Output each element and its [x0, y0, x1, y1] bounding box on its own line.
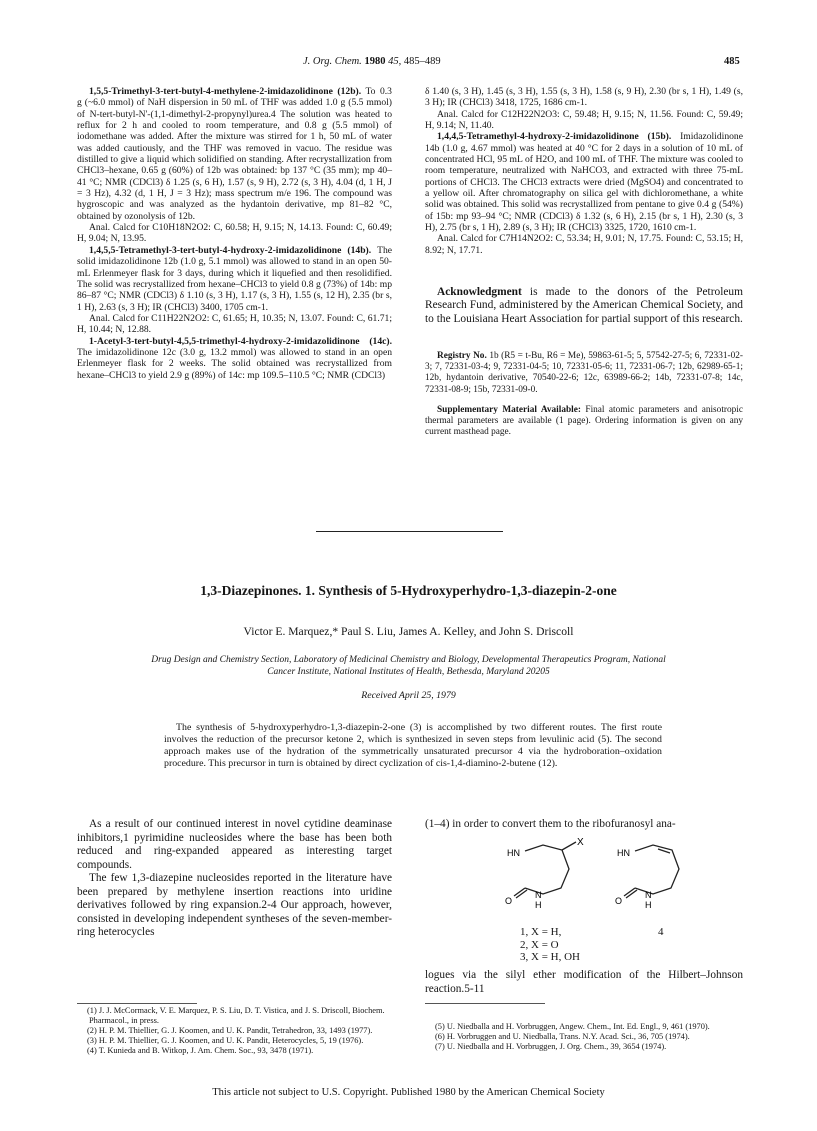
struct4-h-label: H	[645, 900, 652, 910]
footnote-7: (7) U. Niedballa and H. Vorbruggen, J. Org. Chem., 39, 3654 (1974).	[435, 1042, 667, 1052]
footnote-3: (3) H. P. M. Thiellier, G. J. Koomen, and U. K. Pandit, Heterocycles, 5, 19 (1976).	[87, 1036, 364, 1046]
registry-text: 1b (R5 = t-Bu, R6 = Me), 59863-61-5; 5, 57542-27-5; 6, 72331-02-3; 7, 72331-03-4; 9, 72331-04-5; 10, 72331-05-6; 11, 72331-06-7; 12b, 62989-65-1; 12b, hydantoin derivative, 70540-22-6; 12c, 63989-66-2; 14b, 72331-07-8; 14c, 72331-08-9; 15b, 72331-09-0.	[425, 351, 743, 395]
left-column	[77, 86, 392, 381]
footnote-6: (6) H. Vorbruggen and U. Niedballa, Trans. N.Y. Acad. Sci., 36, 705 (1974).	[435, 1032, 690, 1042]
struct4-n-label: N	[645, 890, 652, 900]
journal-volume: 45,	[388, 56, 402, 67]
compound-12b-analysis: Anal. Calcd for C10H18N2O2: C, 60.58; H, 9.15; N, 14.13. Found: C, 60.49; H, 9.04; N, 13.95.	[77, 222, 392, 245]
struct1-o-label: O	[505, 896, 513, 906]
structure-label-2: 2, X = O	[520, 938, 559, 951]
supplementary-material	[425, 405, 743, 439]
acknowledgment	[425, 286, 743, 326]
struct1-h-label: H	[535, 900, 542, 910]
compound-14b-name: 1,4,5,5-Tetramethyl-3-tert-butyl-4-hydroxy-2-imidazolidinone (14b).	[89, 244, 372, 256]
compound-15b-paragraph	[425, 131, 743, 233]
page-number: 485	[724, 56, 740, 67]
compound-12b-text: To 0.3 g (~6.0 mmol) of NaH dispersion in 50 mL of THF was added 1.0 g (5.5 mmol) of N-tert-butyl-N'-(1,1-dimethyl-2-propynyl)urea.4 The solution was heated to reflux for 2 h and cooled to room temperature, and 0.8 g (5.5 mmol) of iodomethane was added. After the mixture was stirred for 1 h, 50 mL of water was added cautiously, and the THF was removed in vacuo. The residue was distilled to give a liquid which solidified on standing. After recrystallization from CHCl3–hexane, 0.65 g (60%) of 12b was obtained: bp 137 °C (35 mm); mp 40–41 °C; NMR (CDCl3) δ 1.25 (s, 6 H), 1.57 (s, 9 H), 2.72 (s, 3 H), 4.04 (d, 1 H, J = 3 Hz), 4.32 (d, 1 H, J = 3 Hz); mass spectrum m/e 196. The compound was hygroscopic and was analyzed as the hydantoin derivative, mp 81–82 °C, obtained by ozonolysis of 12b.	[77, 86, 392, 222]
structure-1-3	[514, 842, 576, 898]
supplementary-text: Final atomic parameters and anisotropic thermal parameters are available (1 page). Ordering information is given on any current masthead page.	[425, 404, 743, 438]
compound-12b-paragraph	[77, 86, 392, 222]
footnotes-left	[77, 1006, 392, 1056]
struct4-o-label: O	[615, 896, 623, 906]
registry-numbers	[425, 351, 743, 396]
copyright-footer: This article not subject to U.S. Copyright. Published 1980 by the American Chemical Society	[212, 1087, 605, 1098]
right-column	[425, 86, 743, 256]
running-header	[303, 56, 563, 67]
struct1-x-label: X	[577, 837, 584, 848]
intro-paragraph-2: The few 1,3-diazepine nucleosides reported in the literature have been prepared by methylene insertion reactions into uridine derivatives followed by ring expansion.2-4 Our approach, however, consisted in developing independent syntheses of the seven-member-ring heterocycles	[77, 872, 392, 939]
body-right-bottom	[425, 969, 743, 996]
body-right-top	[425, 818, 743, 832]
structure-4	[624, 845, 679, 898]
footnotes-right	[425, 1022, 743, 1052]
compound-14b-paragraph	[77, 245, 392, 313]
compound-15b-text: Imidazolidinone 14b (1.0 g, 4.67 mmol) was heated at 40 °C for 2 days in a solution of 10 mL of concentrated HCl, 95 mL of H2O, and 100 mL of THF. The mixture was cooled to room temperature, neutralized with NaHCO3, and extracted with three 75-mL portions of CHCl3. The CHCl3 extracts were dried (MgSO4) and concentrated to a yellow oil. After chromatography on silica gel with dichloromethane, a white solid was obtained. This solid was recrystallized from pentane to give 0.4 g (54%) of 15b: mp 93–94 °C; NMR (CDCl3) δ 1.32 (s, 6 H), 2.15 (br s, 1 H), 2.30 (s, 3 H), 2.75 (br s, 1 H), 2.89 (s, 3 H); IR (CHCl3) 3325, 1720, 1610 cm-1.	[425, 131, 743, 234]
journal-year: 1980	[364, 56, 386, 67]
body-right-paragraph-2: logues via the silyl ether modification of the Hilbert–Johnson reaction.5-11	[425, 969, 743, 995]
footnote-2: (2) H. P. M. Thiellier, G. J. Koomen, and U. K. Pandit, Tetrahedron, 33, 1493 (1977).	[87, 1026, 373, 1036]
footnote-rule-right	[425, 1003, 545, 1004]
footnote-4: (4) T. Kunieda and B. Witkop, J. Am. Chem. Soc., 93, 3478 (1971).	[87, 1046, 314, 1056]
compound-12b-name: 1,5,5-Trimethyl-3-tert-butyl-4-methylene-2-imidazolidinone (12b).	[89, 86, 362, 97]
structure-label-4: 4	[658, 926, 664, 938]
diazepinone-structures	[505, 836, 720, 928]
struct4-hn-label: HN	[617, 848, 630, 858]
article-affiliation: Drug Design and Chemistry Section, Laboratory of Medicinal Chemistry and Biology, Developmental Therapeutics Program, National Cancer Institute, National Institutes of Health, Bethesda, Maryland 20205	[151, 655, 666, 677]
structure-label-1: 1, X = H,	[520, 926, 562, 938]
acknowledgment-heading: Acknowledgment	[437, 286, 522, 298]
footnote-rule-left	[77, 1003, 197, 1004]
compound-14c-text: The imidazolidinone 12c (3.0 g, 13.2 mmol) was allowed to stand in an open Erlenmeyer flask for 2 weeks. The solid obtained was recrystallized from hexane–CHCl3 to yield 2.9 g (89%) of 14c: mp 109.5–110.5 °C; NMR (CDCl3)	[77, 346, 392, 381]
received-date: Received April 25, 1979	[361, 690, 456, 701]
section-divider	[316, 531, 503, 532]
registry-and-supplementary	[425, 351, 743, 438]
structure-label-3: 3, X = H, OH	[520, 951, 580, 963]
compound-14c-name: 1-Acetyl-3-tert-butyl-4,5,5-trimethyl-4-hydroxy-2-imidazolidinone (14c).	[89, 335, 392, 347]
struct1-hn-label: HN	[507, 848, 520, 858]
structure-labels	[520, 926, 580, 964]
article-title: 1,3-Diazepinones. 1. Synthesis of 5-Hydroxyperhydro-1,3-diazepin-2-one	[200, 583, 617, 598]
intro-paragraph-1: As a result of our continued interest in novel cytidine deaminase inhibitors,1 pyrimidine nucleosides where the base has been both reduced and ring-expanded appeared as interesting target compounds.	[77, 818, 392, 871]
supplementary-heading: Supplementary Material Available:	[437, 404, 581, 415]
body-right-paragraph-1: (1–4) in order to convert them to the ribofuranosyl ana-	[425, 818, 676, 830]
compound-14c-analysis: Anal. Calcd for C12H22N2O3: C, 59.48; H, 9.15; N, 11.56. Found: C, 59.49; H, 9.14; N, 11.40.	[425, 108, 743, 132]
footnote-5: (5) U. Niedballa and H. Vorbruggen, Angew. Chem., Int. Ed. Engl., 9, 461 (1970).	[435, 1022, 710, 1031]
compound-14c-paragraph	[77, 336, 392, 381]
abstract: The synthesis of 5-hydroxyperhydro-1,3-diazepin-2-one (3) is accomplished by two different routes. The first route involves the reduction of the precursor ketone 2, which is synthesized in seven steps from levulinic acid (5). The second approach makes use of the hydration of the symmetrically unsaturated precursor 4 via the hydroboration–oxidation procedure. This precursor in turn is obtained by direct cyclization of cis-1,4-diamino-2-butene (12).	[164, 722, 662, 770]
compound-14b-text: The solid imidazolidinone 12b (1.0 g, 5.1 mmol) was allowed to stand in an open 50-mL Erlenmeyer flask for 3 days, during which it liquefied and then resolidified. The solid was recrystallized from hexane–CHCl3 to yield 0.8 g (73%) of 14b: mp 86–87 °C; NMR (CDCl3) δ 1.10 (s, 3 H), 1.17 (s, 3 H), 1.55 (s, 12 H), 2.35 (br s, 1 H), 2.63 (s, 3 H); IR (CHCl3) 3400, 1705 cm-1.	[77, 244, 392, 313]
journal-name: J. Org. Chem.	[303, 56, 362, 67]
acknowledgment-text: is made to the donors of the Petroleum Research Fund, administered by the American Chemical Society, and to the Louisiana Heart Association for partial support of this research.	[425, 286, 743, 325]
journal-pages: 485–489	[403, 56, 441, 67]
struct1-n-label: N	[535, 890, 542, 900]
registry-heading: Registry No.	[437, 351, 487, 361]
footnote-1: (1) J. J. McCormack, V. E. Marquez, P. S. Liu, D. T. Vistica, and J. S. Driscoll, Biochem. Pharmacol., in press.	[87, 1006, 385, 1026]
article-authors: Victor E. Marquez,* Paul S. Liu, James A. Kelley, and John S. Driscoll	[243, 625, 574, 638]
compound-14b-analysis: Anal. Calcd for C11H22N2O2: C, 61.65; H, 10.35; N, 13.07. Found: C, 61.71; H, 10.44; N, 12.88.	[77, 312, 392, 336]
compound-15b-analysis: Anal. Calcd for C7H14N2O2: C, 53.34; H, 9.01; N, 17.75. Found: C, 53.15; H, 8.92; N, 17.71.	[425, 233, 743, 256]
compound-15b-name: 1,4,4,5-Tetramethyl-4-hydroxy-2-imidazolidinone (15b).	[437, 131, 672, 143]
body-left	[77, 818, 392, 940]
compound-14c-continued: δ 1.40 (s, 3 H), 1.45 (s, 3 H), 1.55 (s, 3 H), 1.58 (s, 9 H), 2.30 (br s, 1 H), 1.49 (s, 3 H); IR (CHCl3) 3418, 1725, 1686 cm-1.	[425, 86, 743, 109]
